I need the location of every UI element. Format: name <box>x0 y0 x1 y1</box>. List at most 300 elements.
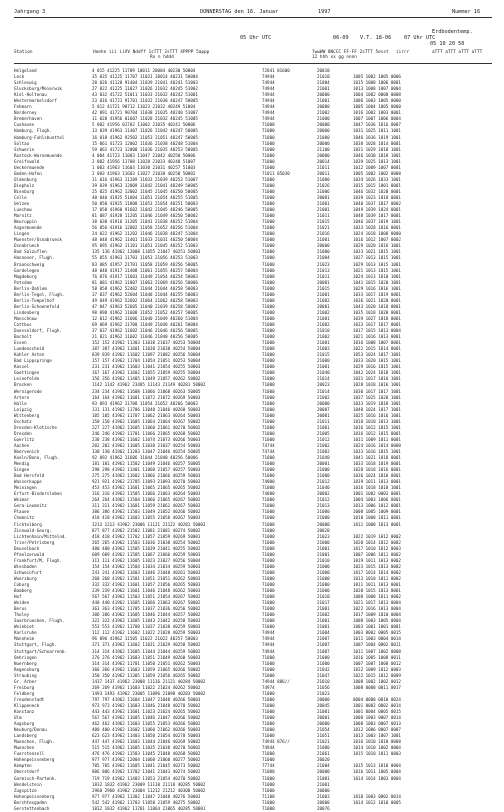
header-rule <box>14 17 492 18</box>
weather-values: 74944 <box>262 110 275 116</box>
station-name: Duesseldorf, Flugh. <box>14 328 62 334</box>
precip-values: 20000 <box>317 128 330 134</box>
station-name: Westermarkelsdorf <box>14 98 57 104</box>
soil-temp-values: 1024 1016 1014 0000 <box>353 442 401 448</box>
station-name: Lichtenhain/Mittelnd. <box>14 533 67 539</box>
soil-temp-values: 1008 1008 1011 0002 <box>353 594 401 600</box>
synop-values: 50 050 41925 11808 11053 21054 40251 50003 <box>92 201 198 207</box>
weather-values: 71000 <box>262 134 275 140</box>
weather-values: 71000 <box>262 291 275 297</box>
synop-values: 234 234 41962 11608 11066 21068 40263 50005 <box>92 388 201 394</box>
precip-values: 21002 <box>317 309 330 315</box>
station-name: Zinnwald-Georg. <box>14 527 52 533</box>
precip-values: 21001 <box>317 340 330 346</box>
weather-values: 71000 <box>262 666 275 672</box>
soil-temp-values: 1014 1010 1002 0004 <box>353 745 401 751</box>
soil-temp-values: 1011 1007 1002 0008 <box>353 648 401 654</box>
precip-values: 21042 <box>317 666 330 672</box>
synop-values: 40 040 41925 51804 11051 21054 40255 51005 <box>92 195 198 200</box>
precip-values: 21001 <box>317 551 330 557</box>
station-name: Berlin-Tegel, Flugh. <box>14 291 65 297</box>
weather-values: 71000 <box>262 569 275 575</box>
weather-values: 71000 <box>262 721 275 727</box>
weather-values: 71000 <box>262 273 275 279</box>
station-name: Kiel-Holtenau <box>14 92 47 98</box>
soil-temp-values: 1017 1010 1012 0003 <box>353 545 401 551</box>
station-name: Bad Hersfeld <box>14 473 45 479</box>
precip-values: 21000 <box>317 569 330 575</box>
synop-values: 1437 1437 41962 23008 11116 21121 40284 50002 <box>92 678 206 684</box>
weather-values: 71000 <box>262 346 275 352</box>
synop-values: 1493 1493 41962 23005 11096 21098 40283 50002 <box>92 690 206 696</box>
precip-values: 21040 <box>317 455 330 461</box>
station-name: Helgoland <box>14 68 37 74</box>
weather-values: 71000 <box>262 781 275 787</box>
station-name: Soltau <box>14 140 30 146</box>
issue-number: Nummer 16 <box>452 9 481 15</box>
synop-values: 42 091 41721 90704 11038 21035 40240 51007 <box>92 110 198 116</box>
precip-values: 21017 <box>317 600 330 606</box>
weather-values: 71000 <box>262 321 275 327</box>
soil-temp-values: 1033 1017 1019 0001 <box>353 291 401 297</box>
synop-values: 152 152 41962 11303 11038 21037 40253 50004 <box>92 340 201 346</box>
weather-values: 71000 <box>262 485 275 491</box>
weather-values: 71000 <box>262 708 275 714</box>
synop-values: 39 039 41963 12009 11042 21041 40249 50005 <box>92 182 198 188</box>
precip-values: 21001 <box>317 781 330 787</box>
precip-values: 20001 <box>317 279 330 285</box>
station-name: Noervenich <box>14 448 40 454</box>
precip-values: 20001 <box>317 715 330 721</box>
soil-temp-values: 1042 1024 1018 1001 <box>353 370 401 376</box>
station-name: Braunschweig <box>14 261 45 267</box>
precip-values: 21001 <box>317 207 330 213</box>
synop-values: 227 227 41962 11605 11060 21061 40270 50002 <box>92 424 201 430</box>
weather-values: 71000 <box>262 497 275 503</box>
soil-temp-values: 1033 1019 1018 1001 <box>353 400 401 406</box>
weather-values: 71000 <box>262 188 275 194</box>
station-name: Ulm <box>14 715 22 721</box>
synop-values: 83 085 41957 21701 11058 21059 40256 50005 <box>92 261 198 267</box>
precip-values: 21001 <box>317 545 330 551</box>
station-name: Muenchen <box>14 745 35 751</box>
synop-values: 130 130 41962 11203 11047 21046 40254 50005 <box>92 448 201 454</box>
station-name: Neuruppin <box>14 219 37 225</box>
precip-values: 20000 <box>317 104 330 110</box>
weather-values: 72841 81600 <box>262 68 290 74</box>
precip-values: 21004 <box>317 763 330 769</box>
synop-values: 719 719 41962 11403 11053 21054 40270 50002 <box>92 775 201 781</box>
synop-values: 55 055 41963 11703 11053 21056 40253 51003 <box>92 255 198 261</box>
station-name: Weiden <box>14 600 30 606</box>
synop-values: 440 440 41962 11605 11066 21063 40267 50002 <box>92 600 201 606</box>
synop-values: 2960 2960 41962 23004 11212 21212 40300 50002 <box>92 787 206 793</box>
precip-values: 21000 <box>317 467 330 473</box>
synop-values: 275 275 41962 11602 11066 21066 40259 50003 <box>92 473 201 479</box>
station-name: Luedenscheid <box>14 346 45 352</box>
soil-temp-values: 1029 1016 1016 1001 <box>353 285 401 291</box>
precip-values: 21023 <box>317 690 330 696</box>
synop-values: 1832 1832 41962 23009 11118 21118 40285 50002 <box>92 781 206 787</box>
precip-values: 21000 <box>317 575 330 581</box>
synop-values: 264 264 41962 11504 11066 21065 40267 50002 <box>92 497 201 503</box>
soil-temp-values: 1033 1017 1017 0001 <box>353 321 401 327</box>
weather-values: 71000 <box>262 328 275 334</box>
precip-values: 21000 <box>317 563 330 569</box>
precip-values: 21002 <box>317 394 330 400</box>
soil-temp-values: 1001 0002 0002 0014 <box>353 702 401 708</box>
weather-values: 74944 <box>262 648 275 654</box>
precip-values: 21054 <box>317 727 330 733</box>
soil-temp-values: 1022 1015 1014 0001 <box>353 346 401 352</box>
soil-temp-values: 1016 1018 1018 1001 <box>353 485 401 491</box>
synop-values: 447 447 41962 11603 11044 21046 40269 50002 <box>92 739 201 745</box>
precip-values: 21010 <box>317 594 330 600</box>
weather-values: 71000 <box>262 201 275 207</box>
precip-values: 21040 <box>317 370 330 376</box>
synop-values: 21 021 41962 11602 11046 21048 40256 50005 <box>92 334 198 340</box>
synop-values: 58 058 41962 52402 11044 21044 40258 50003 <box>92 285 198 291</box>
precip-values: 21001 <box>317 775 330 781</box>
station-name: Hof <box>14 594 22 600</box>
weather-values: 74944 <box>262 642 275 648</box>
weather-values: 71000 <box>262 340 275 346</box>
synop-values: 16 018 41962 92502 11053 21051 40247 50005 <box>92 134 198 140</box>
weather-values: 71000 <box>262 225 275 231</box>
station-name: Kassel <box>14 364 30 370</box>
synop-values: 269 269 41962 11603 11022 21024 40262 50002 <box>92 684 201 690</box>
station-name: Saarbruecken, Flugh. <box>14 618 65 624</box>
soil-temp-values: 1008 1003 0007 0013 <box>353 721 401 727</box>
synop-values: 11 016 41963 11209 11033 21039 40253 51007 <box>92 176 198 182</box>
precip-values: 21012 <box>317 436 330 442</box>
station-name: Schwerin <box>14 146 35 152</box>
weather-values: 71000 <box>262 624 275 630</box>
synop-values: 1832 1832 41962 11701 11064 21065 40285 50001 <box>92 805 206 811</box>
synop-values: 806 806 41962 11702 11041 21043 40274 50002 <box>92 769 201 775</box>
synop-values: 95 095 41962 11101 11051 21045 40252 51003 <box>92 243 198 249</box>
precip-values: 21040 <box>317 485 330 491</box>
vt-label: V.T. 18-06 <box>360 35 392 41</box>
synop-col-subheader: Rx n hddd <box>150 55 174 60</box>
precip-values: 21000 <box>317 249 330 255</box>
synop-values: 12 012 41962 11606 11040 21049 40260 51004 <box>92 315 198 321</box>
synop-values: 5 012 41721 90712 11023 21032 40249 51004 <box>92 104 196 110</box>
precip-values: 21023 <box>317 261 330 267</box>
precip-values: 21000 <box>317 660 330 666</box>
synop-values: 17 050 41960 91602 11042 21045 40246 50005 <box>92 207 198 213</box>
precip-values: 21000 <box>317 515 330 521</box>
soil-temp-values: 1021 1017 1013 0004 <box>353 600 401 606</box>
station-name: Schleswig <box>14 80 37 86</box>
synop-values: 43 032 41722 51011 11033 21032 40242 51001 <box>92 92 198 98</box>
soil-temp-values: 1001 1002 0003 0001 <box>353 491 401 497</box>
soil-temp-values: 1049 1039 1024 0001 <box>353 207 401 213</box>
precip-values: 21002 <box>317 297 330 303</box>
weather-values: 71100 <box>262 793 275 799</box>
weather-values: 71000 <box>262 521 275 527</box>
synop-values: 23 016 41721 91701 11032 21038 40247 50005 <box>92 98 198 104</box>
precip-values: 21001 <box>317 618 330 624</box>
soil-temp-values: 1016 1011 1005 0004 <box>353 769 401 775</box>
weather-values: 71000 <box>262 733 275 739</box>
weather-values: 71000 <box>262 382 275 388</box>
station-name: Garmisch-Partenk. <box>14 775 57 781</box>
weather-values: 71000 <box>262 231 275 237</box>
station-name: Wuerzburg <box>14 575 37 581</box>
synop-values: 239 239 41962 11601 11046 21048 40262 50003 <box>92 588 201 594</box>
soil-temp-values: 1029 1013 1015 1001 <box>353 261 401 267</box>
soil-temp-values: 1043 1020 1018 0001 <box>353 303 401 309</box>
soil-temp-values: 1018 1008 1011 0001 <box>353 515 401 521</box>
weather-values: 71000 <box>262 243 275 249</box>
soil-temp-values: 1006 1003 1005 0000 <box>353 98 401 104</box>
synop-values: 298 298 41962 11401 11060 21057 40257 50003 <box>92 467 201 473</box>
weather-values: 71000 <box>262 418 275 424</box>
soil-temp-values: 1024 1013 1010 1001 <box>353 273 401 279</box>
weather-values: 71000 <box>262 660 275 666</box>
synop-values: 400 400 41962 11602 11060 21062 40266 50003 <box>92 727 201 733</box>
precip-values: 21005 <box>317 430 330 436</box>
soil-temp-values: 1036 1024 1018 0001 <box>353 473 401 479</box>
precip-values: 21011 <box>317 273 330 279</box>
station-name: Hamburg, Flugh. <box>14 128 52 134</box>
station-name: Stuttgart, Flugh. <box>14 642 57 648</box>
station-name: Marnitz <box>14 213 32 219</box>
station-name: Hannover, Flugh. <box>14 255 55 261</box>
station-name: Berchtesgaden <box>14 799 47 805</box>
synop-values: 977 977 41962 11302 11047 21048 40276 50003 <box>92 793 201 799</box>
synop-values: 705 705 41962 11605 11041 21045 40273 50002 <box>92 763 201 769</box>
soil-temp-values: 1028 1018 1016 0001 <box>353 467 401 473</box>
station-name: Lindenberg <box>14 309 40 315</box>
station-name: Cottbus <box>14 321 32 327</box>
precip-values: 21026 <box>317 182 330 188</box>
synop-values: 480 480 41962 11505 11039 21041 40255 50002 <box>92 545 201 551</box>
synop-values: 350 350 41962 11305 11059 21056 40265 50002 <box>92 672 201 678</box>
weather-values: 71000 <box>262 279 275 285</box>
synop-values: 418 418 41962 11603 11055 21058 40267 50003 <box>92 515 201 521</box>
soil-temp-values: 1047 1036 1016 0007 <box>353 122 401 128</box>
precip-values: 20076 <box>317 805 330 811</box>
weather-values: 74944 886// <box>262 678 290 684</box>
weather-values: 74944 <box>262 104 275 110</box>
precip-values: 21000 <box>317 654 330 660</box>
weather-values: 71000 <box>262 757 275 763</box>
station-name: Brocken <box>14 382 32 388</box>
soil-temp-values: 1008 1003 0007 0014 <box>353 715 401 721</box>
precip-values: 20001 <box>317 461 330 467</box>
station-name: Dresden <box>14 430 32 436</box>
soil-temp-values: 1021 1016 1013 0001 <box>353 334 401 340</box>
soil-temp-values: 1046 1037 1019 1001 <box>353 219 401 225</box>
station-name: Leipzig <box>14 406 32 412</box>
precip-values: 21004 <box>317 80 330 86</box>
synop-values: 443 443 41962 11601 11023 21024 40265 50002 <box>92 708 201 714</box>
time-utc-label: 05 Uhr UTC <box>240 35 272 41</box>
precip-values: 21007 <box>317 648 330 654</box>
weather-values: 71000 <box>262 539 275 545</box>
synop-values: 135 136 41962 12008 11055 21047 40251 50003 <box>92 249 201 255</box>
soil-temp-values: 1013 1006 1012 0001 <box>353 503 401 509</box>
precip-values: 21007 <box>317 636 330 642</box>
precip-values: 21001 <box>317 364 330 370</box>
weather-values: 74974 <box>262 684 275 690</box>
station-name: Rostock-Warnemuende <box>14 152 62 158</box>
station-name: Cuxhaven <box>14 122 35 128</box>
weather-values: 71000 <box>262 213 275 219</box>
synop-values: 1 003 41963 11603 11030 21031 40257 51003 <box>92 164 196 170</box>
synop-values: 15 061 41723 12002 11036 21038 40248 51004 <box>92 140 198 146</box>
soil-temp-values: 1015 1008 1006 0001 <box>353 80 401 86</box>
synop-values: 265 265 41962 11503 11036 21038 40254 50002 <box>92 539 201 545</box>
soil-temp-values: 1038 1028 1014 0001 <box>353 140 401 146</box>
synop-values: 921 921 41962 21705 11093 21093 40270 50003 <box>92 479 201 485</box>
synop-values: 387 387 41962 11601 11038 21038 40254 50004 <box>92 346 201 352</box>
weather-values: 71000 <box>262 219 275 225</box>
precip-values: 21001 <box>317 201 330 207</box>
soil-temp-values: 1012 1006 0007 0007 <box>353 727 401 733</box>
synop-values: 59 061 41723 12008 11036 21035 40253 50005 <box>92 146 198 152</box>
precip-values: 21012 <box>317 497 330 503</box>
weather-values: 74944 <box>262 86 275 92</box>
weather-values: 71000 <box>262 769 275 775</box>
synop-values: 11 028 41956 01607 11028 21032 40245 51005 <box>92 116 198 122</box>
table-row <box>14 806 483 812</box>
synop-values: 181 181 41962 11502 11049 21046 40257 50005 <box>92 461 201 467</box>
station-name: Aachen <box>14 442 30 448</box>
weather-values: 71000 <box>262 727 275 733</box>
precip-values: 21000 <box>317 358 330 364</box>
precip-values: 21010 <box>317 328 330 334</box>
station-name: Essen <box>14 340 27 346</box>
station-name: Ueckermuende <box>14 164 45 170</box>
soil-temp-values: 1033 1028 1016 0001 <box>353 225 401 231</box>
weather-values: 71000 <box>262 237 275 243</box>
station-table <box>14 68 483 812</box>
synop-values: 567 567 41962 11503 11051 21054 40267 50002 <box>92 594 201 600</box>
station-name: Deuselbach <box>14 545 40 551</box>
weather-values: 71000 <box>262 376 275 382</box>
soil-temp-values: 1007 1007 1006 0004 <box>353 116 401 122</box>
precip-values: 21002 <box>317 334 330 340</box>
soil-temp-values: 1016 1005 1008 0011 <box>353 654 401 660</box>
precip-values: 21001 <box>317 86 330 92</box>
soil-temp-values: 1016 1012 1015 0001 <box>353 430 401 436</box>
weather-values: 71000 <box>262 358 275 364</box>
soil-temp-values: 1003 0002 0005 0015 <box>353 630 401 636</box>
weather-values: 71011 85030 <box>262 170 290 176</box>
soil-temp-values: 1046 1030 1018 1001 <box>353 152 401 158</box>
precip-values: 21003 <box>317 793 330 799</box>
station-name: Potsdam <box>14 279 32 285</box>
soil-depths-label: 05 10 20 50 <box>430 41 465 47</box>
weather-values: 71000 <box>262 182 275 188</box>
station-name: Glucksburg/Meierwik <box>14 86 62 92</box>
precip-values: 21001 <box>317 315 330 321</box>
soil-temp-values: 1031 1029 1018 1001 <box>353 146 401 152</box>
soil-temp-values: 1016 1002 1003 0001 <box>353 110 401 116</box>
precip-values: 21021 <box>317 225 330 231</box>
synop-values: 35 035 41225 11707 11021 20014 40231 50004 <box>92 74 198 80</box>
soil-temp-values: 1007 1004 0002 0011 <box>353 642 401 648</box>
precip-values: 21051 <box>317 733 330 739</box>
precip-values: 21014 <box>317 388 330 394</box>
soil-temp-values: 1017 1015 1013 0004 <box>353 328 401 334</box>
weather-values: 74744 <box>262 448 275 454</box>
soil-temp-values: 1004 1003 1006 0001 <box>353 497 401 503</box>
synop-values: 371 371 41962 11602 11031 21029 40258 50002 <box>92 642 201 648</box>
weather-values: 74000 <box>262 491 275 497</box>
precip-values: 21000 <box>317 582 330 587</box>
precip-values: 21004 <box>317 630 330 636</box>
precip-values: 20000 <box>317 769 330 775</box>
station-name: Frankfurt/M, Flugh. <box>14 557 62 563</box>
precip-values: 21000 <box>317 539 330 545</box>
weather-values: 71000 <box>262 158 275 164</box>
precip-values: 21003 <box>317 346 330 352</box>
synop-values: 356 356 41962 11405 11049 21057 40262 50002 <box>92 376 201 382</box>
weather-values: 71000 <box>262 424 275 430</box>
synop-values: 623 623 41962 11403 11050 21054 40270 50003 <box>92 733 201 739</box>
synop-values: 2 002 41956 11708 11028 21033 40248 51007 <box>92 158 196 164</box>
synop-values: 973 973 41962 11603 11046 21048 40270 50002 <box>92 702 201 708</box>
synop-values: 48 048 41962 11401 11033 21031 40250 50004 <box>92 237 198 243</box>
synop-values: 69 069 41962 11708 11049 21048 40261 50004 <box>92 321 198 327</box>
synop-values: 24 022 41962 11202 11046 21038 40247 51004 <box>92 231 198 237</box>
soil-temp-values: 1005 1002 1005 0006 <box>353 74 401 80</box>
station-name: Nienburg <box>14 188 35 194</box>
soil-temp-values: 1016 1012 1007 0002 <box>353 237 401 243</box>
precip-values: 20020 <box>317 757 330 763</box>
table-rule <box>14 63 492 64</box>
station-col-header: Station <box>14 50 33 55</box>
synop-values: 314 314 41962 11605 11044 21044 40259 50002 <box>92 648 201 654</box>
synop-values: 105 105 41962 11707 11062 21063 40264 50003 <box>92 412 201 418</box>
weather-values: 71000 <box>262 557 275 563</box>
synop-values: 363 363 41962 11705 11037 21036 40256 50002 <box>92 606 201 612</box>
synop-values: 314 314 41962 11701 11050 21051 40262 50003 <box>92 660 201 666</box>
weather-values: 71000 <box>262 654 275 660</box>
soil-temp-values: 1003 1001 1001 0001 <box>353 624 401 630</box>
soil-temp-values: 1024 1018 1008 0000 <box>353 231 401 237</box>
weather-values: 71000 <box>262 594 275 600</box>
synop-values: 386 386 41962 11605 11046 21044 40257 50002 <box>92 612 201 618</box>
weather-values: 74944 <box>262 92 275 98</box>
precip-values: 21015 <box>317 352 330 358</box>
station-name: Freiburg <box>14 684 35 690</box>
soil-temp-values: 1015 1010 1011 0003 <box>353 751 401 757</box>
soil-temp-values: 1016 1008 1007 0001 <box>353 340 401 346</box>
synop-values: 27 022 41225 11027 11026 21032 40245 51002 <box>92 86 198 92</box>
precip-values: 20000 <box>317 721 330 727</box>
soil-temp-values: 1011 1009 1011 0001 <box>353 436 401 442</box>
station-name: Wendelstein <box>14 781 42 787</box>
synop-values: 48 048 41917 11408 11061 21055 40257 50004 <box>92 267 198 273</box>
soil-temp-values: 1025 1016 1016 1001 <box>353 412 401 418</box>
synop-values: 93 093 41962 11708 11054 21052 40266 50003 <box>92 400 198 406</box>
soil-temp-values: 1004 1002 0000 0008 <box>353 92 401 98</box>
station-name: Plauen <box>14 509 30 515</box>
synop-values: 839 839 41962 11602 11097 21082 40256 50004 <box>92 352 201 358</box>
weather-values: 71000 <box>262 195 275 200</box>
precip-values: 21010 <box>317 678 330 684</box>
precip-values: 21002 <box>317 448 330 454</box>
synop-values: 47 047 41963 52605 11040 21039 40258 50002 <box>92 303 198 309</box>
synop-values: 231 231 41962 11603 11041 21054 40255 50003 <box>92 364 201 370</box>
station-name: Bremerhaven <box>14 116 42 122</box>
station-name: Magdeburg <box>14 273 37 279</box>
